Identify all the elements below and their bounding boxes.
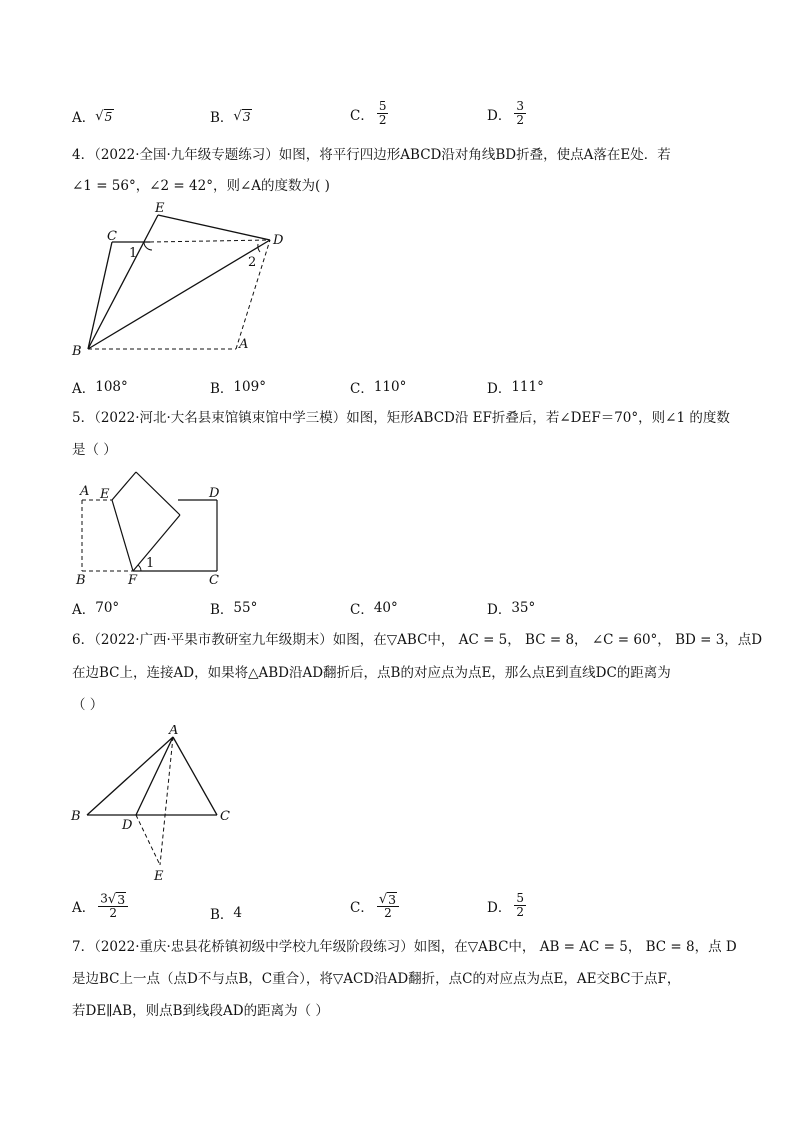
denominator: 2 [516,113,524,127]
denominator: 2 [384,906,392,920]
q3-option-c[interactable] [350,100,388,127]
q7-stem-line3: 若DE∥AB，则点B到线段AD的距离为（ ） [72,1003,329,1019]
option-letter: B． [210,907,234,923]
segment-ae-hidden [160,737,173,865]
option-letter: C． [350,900,374,916]
option-letter: D． [487,381,512,397]
angle-2-arc [258,244,260,252]
q5-option-a[interactable] [72,598,119,618]
segment-ac [173,737,217,815]
q3-option-b[interactable] [210,106,252,126]
label-d: D [209,486,220,501]
option-text: 40° [373,600,398,616]
angle-1-arc [144,242,152,250]
q4-stem-line2: ∠1 = 56°，∠2 = 42°，则∠A的度数为( ) [72,178,330,194]
q5-option-d[interactable] [487,598,535,618]
q5-option-b[interactable] [210,598,257,618]
radicand: 3 [388,892,397,907]
denominator: 2 [378,113,387,127]
q4-stem-line1: 4．（2022·全国·九年级专题练习）如图，将平行四边形ABCD沿对角线BD折叠，使点A落在E处．若 [72,147,671,163]
label-angle-1: 1 [146,556,155,571]
q6-option-d[interactable] [487,892,526,919]
q5-figure-rectangle [70,470,240,595]
option-text: 35° [511,600,536,616]
segment-bc [88,242,112,349]
numerator: 3 √ 3 [98,892,128,907]
q6-option-b[interactable] [210,903,242,923]
fraction [514,892,526,919]
q5-stem-line1: 5．（2022·河北·大名县束馆镇束馆中学三模）如图，矩形ABCD沿 EF折叠后，若∠DEF＝70°，则∠1 的度数 [72,410,730,426]
numerator: 5 [378,99,387,113]
sqrt-expression: √ 3 [233,108,251,124]
option-letter: A． [72,110,96,126]
q7-stem-line2: 是边BC上一点（点D不与点B，C重合），将▽ACD沿AD翻折，点C的对应点为点E，AE交BC于点F， [72,971,681,987]
q7-stem-line1: 7．（2022·重庆·忠县花桥镇初级中学校九年级阶段练习）如图，在▽ABC中， AB = AC = 5， BC = 8，点 D [72,939,737,955]
label-a: A [239,337,249,352]
folded-edge-2 [136,472,180,515]
q3-option-a[interactable] [72,106,114,126]
label-f: F [128,573,138,588]
folded-edge-1 [112,472,136,500]
fraction [514,100,526,127]
q4-option-b[interactable] [210,377,266,397]
option-text: 70° [95,600,120,616]
q5-option-c[interactable] [350,598,398,618]
option-letter: B． [210,602,234,618]
q6-figure-triangle [65,725,245,885]
q6-stem-line2: 在边BC上，连接AD，如果将△ABD沿AD翻折后，点B的对应点为点E，那么点E到直线DC的距离为 [72,665,671,681]
segment-ab [87,737,173,815]
q4-option-c[interactable] [350,377,406,397]
segment-fd-hidden [150,240,270,242]
option-letter: B． [210,110,234,126]
label-c: C [107,229,117,244]
numerator: √ 3 [377,892,399,907]
label-d: D [273,233,284,248]
fraction [98,892,128,920]
q5-stem-line2: 是（ ） [72,442,117,458]
denominator: 2 [516,905,524,919]
radicand: 5 [104,109,113,124]
label-angle-1: 1 [129,246,138,261]
q6-option-a[interactable] [72,892,128,920]
label-a: A [169,725,179,738]
option-letter: D． [487,107,512,124]
option-letter: A． [72,381,96,397]
label-e: E [154,869,164,884]
label-b: B [71,809,81,824]
option-letter: D． [487,602,512,618]
option-letter: C． [350,602,374,618]
label-a: A [80,484,90,499]
numerator: 3 [516,99,524,113]
label-e: E [155,201,165,216]
label-b: B [72,344,82,359]
sqrt-expression: √ 5 [95,108,113,124]
label-c: C [220,809,230,824]
label-angle-2: 2 [248,255,257,270]
label-c: C [209,573,219,588]
diagonal-bd [88,240,270,349]
q3-option-d[interactable] [487,100,526,127]
option-text: 110° [373,379,407,395]
fraction [377,892,399,920]
option-letter: D． [487,899,512,916]
fold-line-ef [112,500,133,571]
label-e: E [100,487,110,502]
option-letter: B． [210,381,234,397]
label-d: D [122,818,133,833]
radicand: 3 [242,109,251,124]
segment-ad [136,737,173,815]
option-text: 55° [233,600,258,616]
option-letter: C． [350,107,374,124]
label-b: B [76,573,86,588]
segment-de-hidden [136,815,160,865]
segment-ed [158,215,270,240]
denominator: 2 [109,906,118,920]
fraction [377,100,389,127]
folded-edge-3 [133,515,180,571]
option-text: 108° [95,379,128,395]
numerator: 5 [516,891,524,905]
q6-stem-line1: 6．（2022·广西·平果市教研室九年级期末）如图，在▽ABC中， AC = 5， BC = 8， ∠C = 60°， BD = 3，点D [72,632,763,648]
segment-be [88,215,158,349]
option-text: 111° [511,379,544,395]
option-text: 109° [233,379,266,395]
option-letter: C． [350,381,374,397]
q4-figure-parallelogram [60,200,300,360]
coefficient: 3 [100,891,108,906]
q4-option-a[interactable] [72,377,128,397]
option-text: 4 [233,905,243,921]
radicand: 3 [117,892,126,907]
q4-option-d[interactable] [487,377,544,397]
q6-stem-line3: （ ） [72,697,104,713]
option-letter: A． [72,602,96,618]
option-letter: A． [72,900,96,916]
q6-option-c[interactable] [350,892,399,920]
angle-1-arc [138,565,141,571]
